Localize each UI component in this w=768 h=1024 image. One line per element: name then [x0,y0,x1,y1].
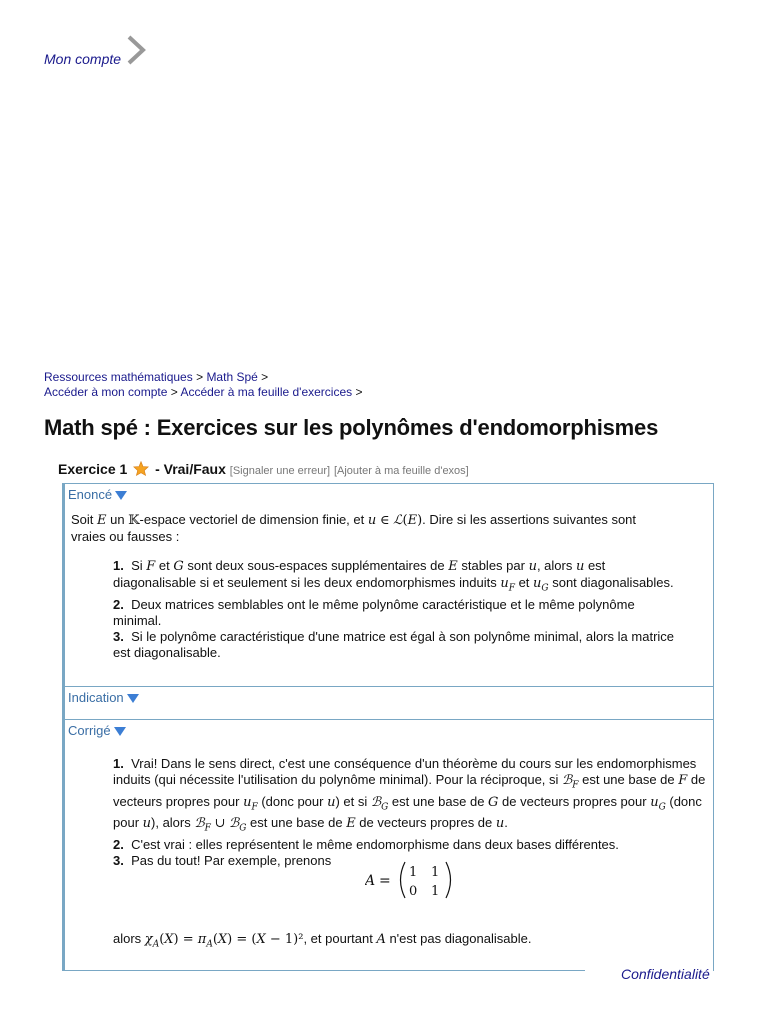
matrix-formula [365,858,457,907]
add-to-sheet-link[interactable]: [Ajouter à ma feuille d'exos] [333,465,469,477]
page-title: Math spé : Exercices sur les polynômes d'endomorphismes [44,415,659,440]
triangle-down-icon [127,694,139,703]
account-link[interactable] [44,48,147,69]
svg-text:1: 1 [431,884,440,899]
corrige-section [65,723,713,950]
corrige-list [113,756,709,869]
enonce-list [113,558,683,661]
breadcrumb [44,370,363,400]
enonce-section [65,487,713,660]
enonce-text: Soit E un 𝕂-espace vectoriel de dimension finie, et u ∈ ℒ(E). Dire si les assertions suivantes sont vraies ou fausses : [71,512,637,544]
indication-toggle[interactable] [68,690,713,705]
indication-section [65,690,713,705]
breadcrumb-separator: > [261,370,269,384]
triangle-down-icon [114,727,126,736]
breadcrumb-separator: > [196,370,204,384]
enonce-label: Enoncé [68,487,113,502]
report-error-link[interactable]: [Signaler une erreur] [229,465,331,477]
breadcrumb-item-account[interactable]: Accéder à mon compte [44,385,168,399]
svg-text:1: 1 [409,865,418,880]
breadcrumb-separator: > [355,385,363,399]
corrige-label: Corrigé [68,723,111,738]
chevron-right-icon [125,34,147,69]
triangle-down-icon [115,491,127,500]
indication-label: Indication [68,690,124,705]
list-item: 1. Vrai! Dans le sens direct, c'est une conséquence d'un théorème du cours sur les endomorphismes induits (qui nécessite l'utilisation du polynôme minimal). Pour la réciproque, si ℬ$_F$ est une base de F de vecteurs propres pour $u_F$ (donc pour u) et si ℬ$_G$ est une base de G de vecteurs propres pour $u_G$ (donc pour u), alors ℬ$_F$ ∪ ℬ$_G$ est une base de E de vecteurs propres de u. [113,756,706,834]
list-item: 1. Si F et G sont deux sous-espaces supplémentaires de E stables par u, alors u est diagonalisable si et seulement si les deux endomorphismes induits $u_F$ et $u_G$ sont diagonalisables. [113,558,674,594]
breadcrumb-separator: > [170,385,178,399]
list-item: 3. Si le polynôme caractéristique d'une matrice est égal à son polynôme minimal, alors la matrice est diagonalisable. [113,628,675,660]
svg-text:0: 0 [409,884,418,899]
star-icon [133,461,149,479]
breadcrumb-item-ressources[interactable]: Ressources mathématiques [44,370,193,384]
svg-text:A: A [365,873,376,889]
list-item: 2. Deux matrices semblables ont le même polynôme caractéristique et le même polynôme minimal. [113,596,635,628]
exercise-suffix: - Vrai/Faux [155,461,226,477]
enonce-toggle[interactable] [68,487,713,502]
exercise-box [62,483,714,971]
privacy-link[interactable]: Confidentialité [621,966,710,982]
list-item: 2. C'est vrai : elles représentent le même endomorphisme dans deux bases différentes. [113,836,619,852]
list-item: 3. Pas du tout! Par exemple, prenons [113,852,332,868]
corrige-toggle[interactable] [68,723,713,738]
svg-text:1: 1 [431,865,440,880]
account-label: Mon compte [44,50,122,67]
exercise-header [58,461,469,479]
breadcrumb-item-math-spe[interactable]: Math Spé [206,370,258,384]
svg-text:=: = [379,873,391,889]
corrige-conclusion: alors $\chi_A(X) = \pi_A(X) = (X - 1)^2$, et pourtant A n'est pas diagonalisable. [113,931,532,950]
breadcrumb-item-exercise-sheet[interactable]: Accéder à ma feuille d'exercices [180,385,353,399]
exercise-label: Exercice 1 [58,461,128,477]
